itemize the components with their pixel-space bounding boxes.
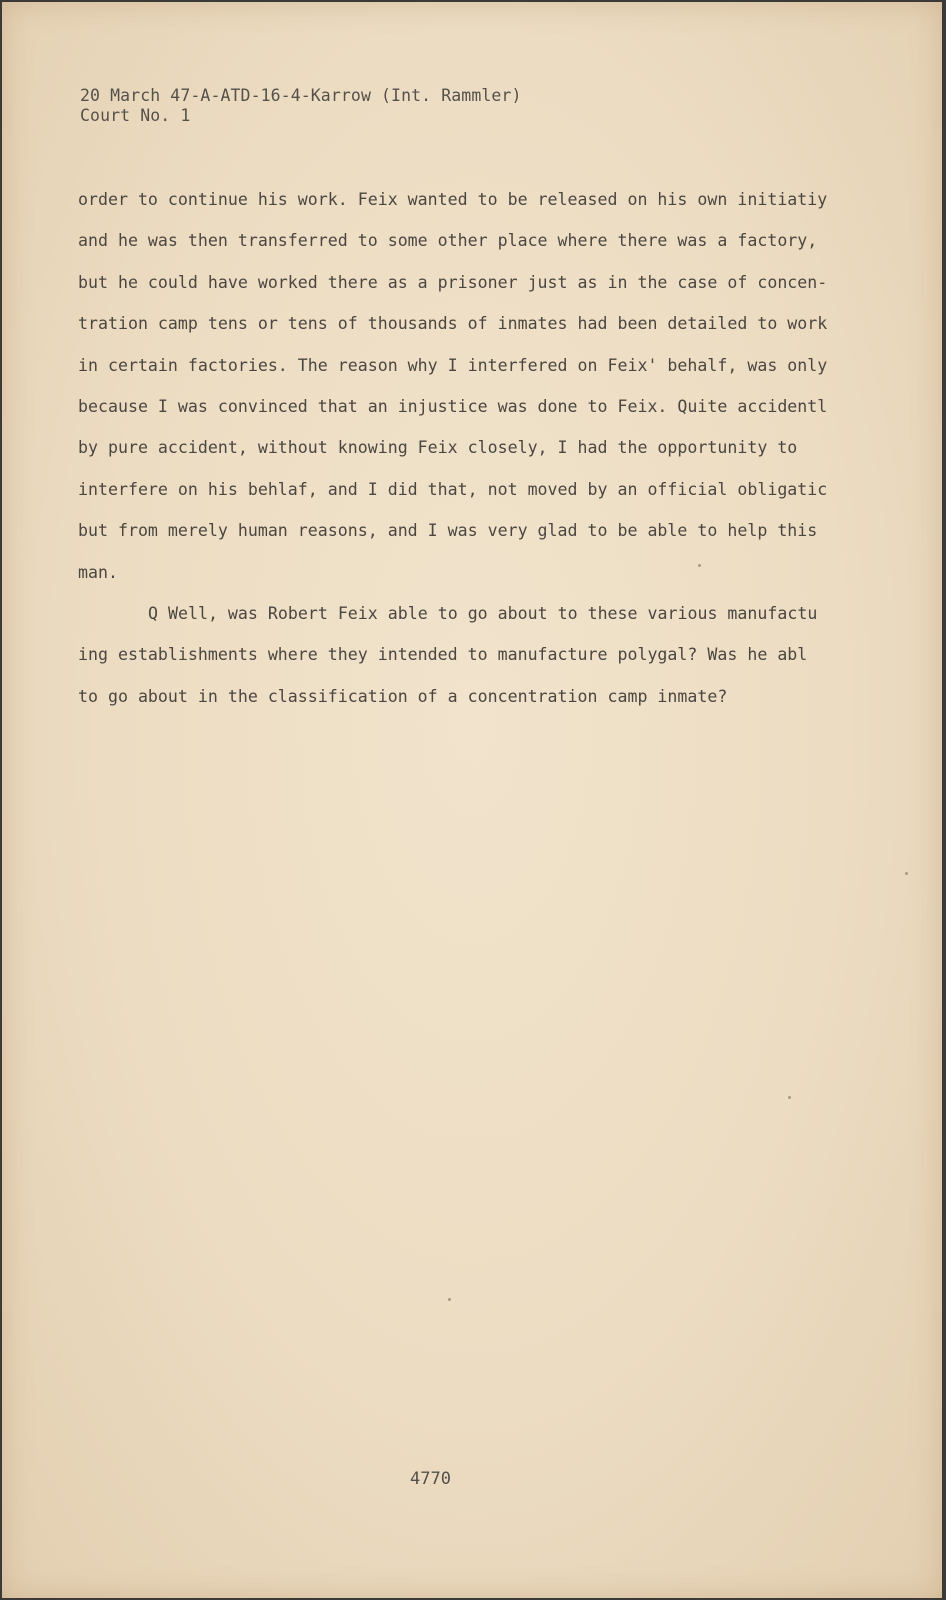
document-page [2, 2, 942, 1598]
transcript-body [78, 188, 848, 726]
question-line: ing establishments where they intended to manufacture polygal? Was he abl [78, 645, 808, 665]
question-line: Q Well, was Robert Feix able to go about to these various manufactu [148, 603, 818, 623]
paper-speck [905, 872, 908, 875]
header-line-session: 20 March 47-A-ATD-16-4-Karrow (Int. Rammler) [80, 86, 522, 105]
document-header [80, 86, 522, 126]
page-number: 4770 [410, 1469, 451, 1489]
text-line: and he was then transferred to some other place where there was a factory, [78, 231, 818, 251]
text-line: man. [78, 562, 118, 582]
question-line: to go about in the classification of a concentration camp inmate? [78, 686, 728, 706]
paper-speck [698, 564, 701, 567]
header-line-court: Court No. 1 [80, 106, 191, 125]
paper-speck [448, 1298, 451, 1301]
text-line: but from merely human reasons, and I was very glad to be able to help this [78, 521, 818, 541]
paper-speck [788, 1096, 791, 1099]
text-line: order to continue his work. Feix wanted to be released on his own initiatiy [78, 190, 828, 209]
text-line: tration camp tens or tens of thousands of inmates had been detailed to work [78, 314, 828, 334]
text-line: but he could have worked there as a prisoner just as in the case of concen- [78, 272, 828, 292]
text-line: because I was convinced that an injustice was done to Feix. Quite accidentl [78, 396, 828, 416]
text-line: by pure accident, without knowing Feix closely, I had the opportunity to [78, 438, 798, 458]
text-line: in certain factories. The reason why I interfered on Feix' behalf, was only [78, 355, 828, 375]
text-line: interfere on his behlaf, and I did that, not moved by an official obligatic [78, 479, 828, 499]
